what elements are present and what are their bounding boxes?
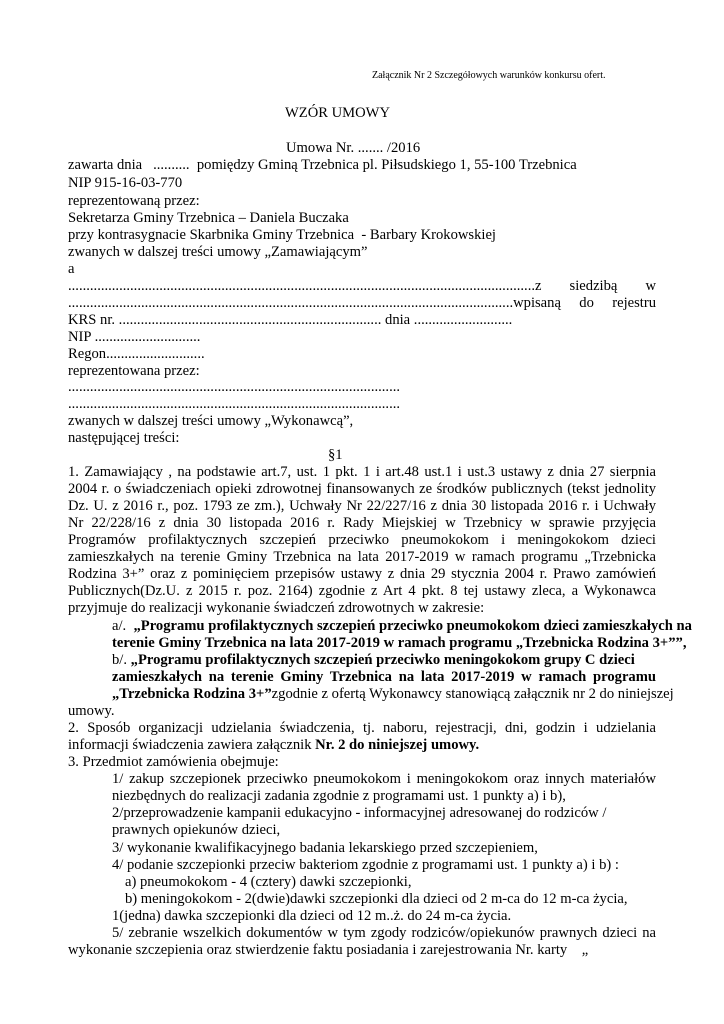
paragraph-text: informacji świadczenia zawiera załącznik xyxy=(68,737,316,753)
parties-line: zwanych w dalszej treści umowy „Wykonawcą”, xyxy=(68,413,354,429)
paragraph-line: 2. Sposób organizacji udzielania świadczenia, tj. naboru, rejestracji, dni, godzin i udzielania xyxy=(68,720,656,736)
paragraph-line: przyjmuje do realizacji wykonanie świadczeń zdrowotnych w zakresie: xyxy=(68,600,485,616)
contractor-seat-line: ................................................................................................................................z siedzibą w xyxy=(68,278,656,294)
item-b-prefix: b/. xyxy=(112,652,131,668)
annex-reference: Nr. 2 do niniejszej umowy. xyxy=(315,737,480,753)
parties-line: Sekretarza Gminy Trzebnica – Daniela Buczaka xyxy=(68,210,349,226)
krs-line: KRS nr. ........................................................................ dnia ........................... xyxy=(68,312,513,328)
parties-line: zawarta dnia .......... pomiędzy Gminą Trzebnica pl. Piłsudskiego 1, 55-100 Trzebnica xyxy=(68,157,577,173)
parties-line: reprezentowaną przez: xyxy=(68,193,200,209)
scope-item-line: prawnych opiekunów dzieci, xyxy=(112,822,281,838)
paragraph-line: 3. Przedmiot zamówienia obejmuje: xyxy=(68,754,279,770)
scope-subitem-line: b) meningokokom - 2(dwie)dawki szczepionki dla dzieci od 2 m-ca do 12 m-ca życia, xyxy=(125,891,628,907)
item-a-prefix: a/. xyxy=(112,618,134,634)
item-b-program-name-end: „Trzebnicka Rodzina 3+” xyxy=(112,686,272,702)
scope-item-line: 3/ wykonanie kwalifikacyjnego badania lekarskiego przed szczepieniem, xyxy=(112,840,538,856)
annex-note: Załącznik Nr 2 Szczegółowych warunków konkursu ofert. xyxy=(372,70,606,81)
item-b-line xyxy=(112,651,635,669)
parties-line: następującej treści: xyxy=(68,430,180,446)
paragraph-line: Nr 22/228/16 z dnia 30 listopada 2016 r. Rady Miejskiej w Trzebnicy w sprawie przyjęcia xyxy=(68,515,656,531)
section-mark: §1 xyxy=(328,447,343,463)
paragraph-line xyxy=(68,736,479,754)
item-b-program-name-cont: zamieszkałych na terenie Gminy Trzebnica na lata 2017-2019 w ramach programu xyxy=(112,669,656,685)
paragraph-line: zamieszkałych na terenie Gminy Trzebnica na lata 2017-2019 w ramach programu „Trzebnicka xyxy=(68,549,656,565)
paragraph-line: umowy. xyxy=(68,703,115,719)
paragraph-line: 2004 r. o świadczeniach opieki zdrowotnej finansowanych ze środków publicznych (tekst jednolity xyxy=(68,481,656,497)
parties-line: a xyxy=(68,261,75,277)
item-a-program-name-cont: terenie Gminy Trzebnica na lata 2017-2019 w ramach programu „Trzebnicka Rodzina 3+””, xyxy=(112,635,687,651)
parties-line: zwanych w dalszej treści umowy „Zamawiającym” xyxy=(68,244,368,260)
item-b-program-name: „Programu profilaktycznych szczepień przeciwko meningokokom grupy C dzieci xyxy=(130,652,635,668)
document-title: WZÓR UMOWY xyxy=(285,105,390,121)
contractor-register-line: ..........................................................................................................................wpisaną do rejestru xyxy=(68,295,656,311)
paragraph-line: Programów profilaktycznych szczepień przeciwko pneumokokom i meningokokom dzieci xyxy=(68,532,656,548)
representative-dots: ........................................................................................... xyxy=(68,396,401,412)
item-a-program-name: „Programu profilaktycznych szczepień przeciwko pneumokokom dzieci zamieszkałych na xyxy=(133,618,692,634)
item-b-line-3 xyxy=(112,685,674,703)
regon-line: Regon........................... xyxy=(68,346,205,362)
scope-item-line: wykonanie szczepienia oraz stwierdzenie faktu posiadania i zarejestrowania Nr. karty „ xyxy=(68,942,589,958)
scope-item-line: 1/ zakup szczepionek przeciwko pneumokokom i meningokokom oraz innych materiałów xyxy=(112,771,656,787)
contract-number: Umowa Nr. ....... /2016 xyxy=(286,140,421,156)
parties-line: przy kontrasygnacie Skarbnika Gminy Trzebnica - Barbary Krokowskiej xyxy=(68,227,496,243)
parties-line: NIP 915-16-03-770 xyxy=(68,175,183,191)
scope-item-line: 5/ zebranie wszelkich dokumentów w tym zgody rodziców/opiekunów prawnych dzieci na xyxy=(112,925,656,941)
parties-line: reprezentowana przez: xyxy=(68,363,200,379)
scope-subitem-line: a) pneumokokom - 4 (cztery) dawki szczepionki, xyxy=(125,874,412,890)
scope-item-line: 4/ podanie szczepionki przeciw bakteriom zgodnie z programami ust. 1 punkty a) i b) : xyxy=(112,857,619,873)
paragraph-line: Dz. U. z 2016 r., poz. 1793 ze zm.), Uchwały Nr 22/227/16 z dnia 30 listopada 2016 r. i Uchwały xyxy=(68,498,656,514)
scope-item-line: 2/przeprowadzenie kampanii edukacyjno - informacyjnej adresowanej do rodziców / xyxy=(112,805,607,821)
paragraph-line: Publicznych(Dz.U. z 2015 r. poz. 2164) zgodnie z Art 4 pkt. 8 tej ustawy zleca, a Wykonawca xyxy=(68,583,656,599)
item-a-line xyxy=(112,617,692,635)
nip-line: NIP ............................. xyxy=(68,329,201,345)
scope-subitem-line: 1(jedna) dawka szczepionki dla dzieci od 12 m..ż. do 24 m-ca życia. xyxy=(112,908,512,924)
item-b-offer-text: zgodnie z ofertą Wykonawcy stanowiącą załącznik nr 2 do niniejszej xyxy=(271,686,674,702)
paragraph-line: Rodzina 3+” oraz z pominięciem przepisów ustawy z dnia 29 stycznia 2004 r. Prawo zamówień xyxy=(68,566,656,582)
representative-dots: ........................................................................................... xyxy=(68,379,401,395)
scope-item-line: niezbędnych do realizacji zadania zgodnie z programami ust. 1 punkty a) i b), xyxy=(112,788,566,804)
paragraph-line: 1. Zamawiający , na podstawie art.7, ust. 1 pkt. 1 i art.48 ust.1 i ust.3 ustawy z dnia 27 sierpnia xyxy=(68,464,656,480)
